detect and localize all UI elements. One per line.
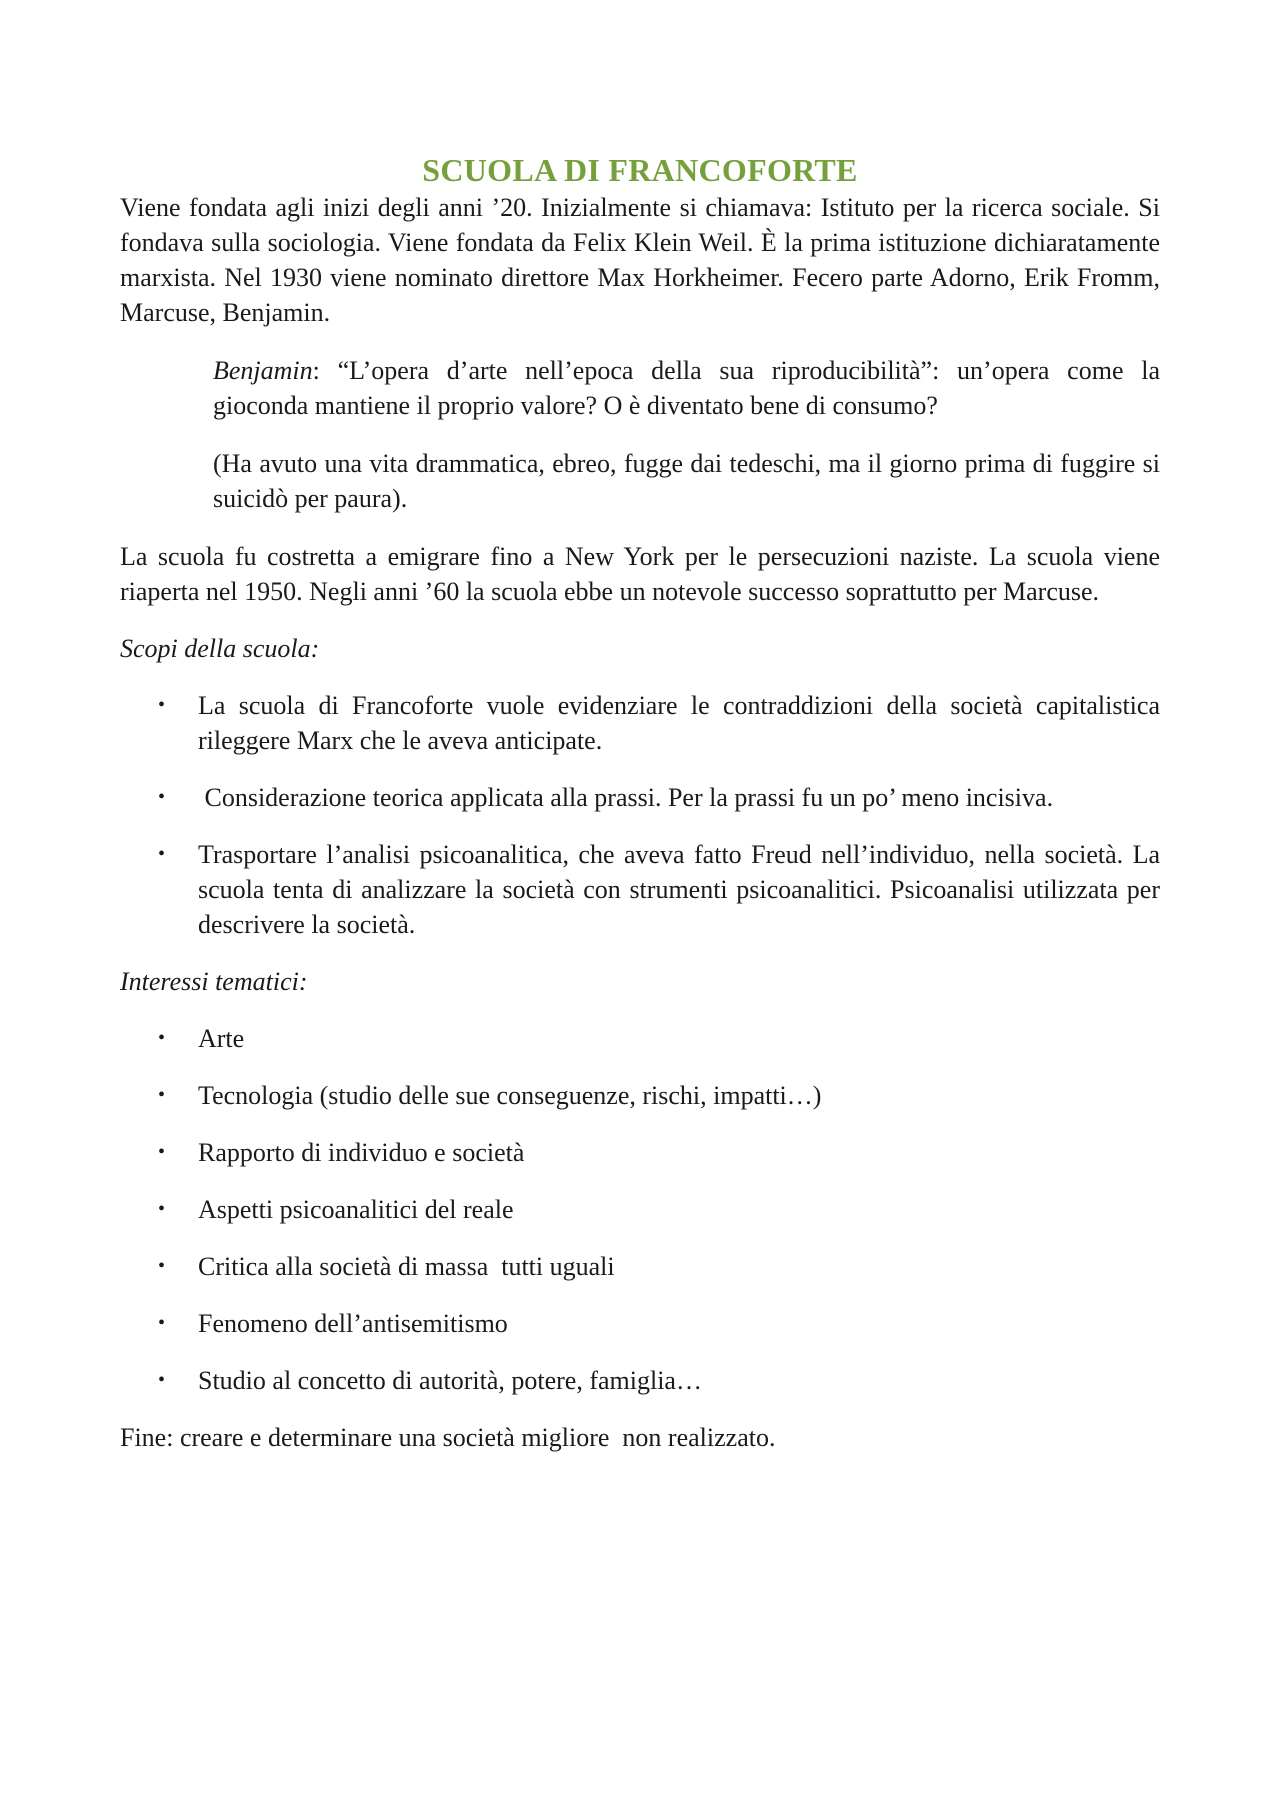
list-item-text: Studio al concetto di autorità, potere, famiglia… — [198, 1366, 702, 1395]
document-title: SCUOLA DI FRANCOFORTE — [422, 152, 858, 188]
list-item — [120, 1135, 1160, 1170]
list-item-text: Rapporto di individuo e società — [198, 1138, 525, 1167]
list-item — [120, 688, 1160, 758]
list-item — [120, 1306, 1160, 1341]
list-item-text: Tecnologia (studio delle sue conseguenze, rischi, impatti…) — [198, 1081, 822, 1110]
bullet-icon: • — [158, 1141, 166, 1163]
bullet-icon: • — [158, 1084, 166, 1106]
bullet-icon: • — [158, 1369, 166, 1391]
list-item-text: La scuola di Francoforte vuole evidenziare le contraddizioni della società capitalistica rileggere Marx che le aveva anticipate. — [198, 691, 1160, 755]
list-item-text: Considerazione teorica applicata alla prassi. Per la prassi fu un po’ meno incisiva. — [198, 783, 1054, 812]
list-item — [120, 837, 1160, 942]
fine-paragraph: Fine: creare e determinare una società migliore non realizzato. — [120, 1423, 776, 1452]
list-item — [120, 1363, 1160, 1398]
benjamin-quote-text: : “L’opera d’arte nell’epoca della sua riproducibilità”: un’opera come la gioconda mantiene il proprio valore? O è diventato bene di consumo? — [213, 356, 1160, 420]
list-item — [120, 780, 1160, 815]
list-item-text: Trasportare l’analisi psicoanalitica, che aveva fatto Freud nell’individuo, nella società. La scuola tenta di analizzare la società con strumenti psicoanalitici. Psicoanalisi utilizzata per descrivere la società. — [198, 840, 1160, 939]
list-item — [120, 1192, 1160, 1227]
bullet-icon: • — [158, 1255, 166, 1277]
list-item-text: Arte — [198, 1024, 245, 1053]
benjamin-quote — [213, 353, 1160, 423]
list-item — [120, 1021, 1160, 1056]
list-item-text: Fenomeno dell’antisemitismo — [198, 1309, 508, 1338]
interessi-label: Interessi tematici: — [120, 967, 308, 996]
list-item-text: Aspetti psicoanalitici del reale — [198, 1195, 514, 1224]
intro-paragraph: Viene fondata agli inizi degli anni ’20. Inizialmente si chiamava: Istituto per la ricerca sociale. Si fondava sulla sociologia. Viene fondata da Felix Klein Weil. È la prima istituzione dichiaratamente marxista. Nel 1930 viene nominato direttore Max Horkheimer. Fecero parte Adorno, Erik Fromm, Marcuse, Benjamin. — [120, 193, 1160, 327]
bullet-icon: • — [158, 694, 166, 716]
bullet-icon: • — [158, 1312, 166, 1334]
bullet-icon: • — [158, 1198, 166, 1220]
bullet-icon: • — [158, 1027, 166, 1049]
benjamin-note: (Ha avuto una vita drammatica, ebreo, fugge dai tedeschi, ma il giorno prima di fuggire si suicidò per paura). — [213, 449, 1160, 513]
benjamin-name: Benjamin — [213, 356, 313, 385]
document-page — [120, 150, 1160, 1455]
emigration-paragraph: La scuola fu costretta a emigrare fino a New York per le persecuzioni naziste. La scuola viene riaperta nel 1950. Negli anni ’60 la scuola ebbe un notevole successo soprattutto per Marcuse. — [120, 542, 1160, 606]
bullet-icon: • — [158, 786, 166, 808]
list-item — [120, 1249, 1160, 1284]
scopi-label: Scopi della scuola: — [120, 634, 320, 663]
list-item-text: Critica alla società di massa tutti uguali — [198, 1252, 615, 1281]
scopi-list — [120, 688, 1160, 942]
list-item — [120, 1078, 1160, 1113]
bullet-icon: • — [158, 843, 166, 865]
interessi-list — [120, 1021, 1160, 1398]
